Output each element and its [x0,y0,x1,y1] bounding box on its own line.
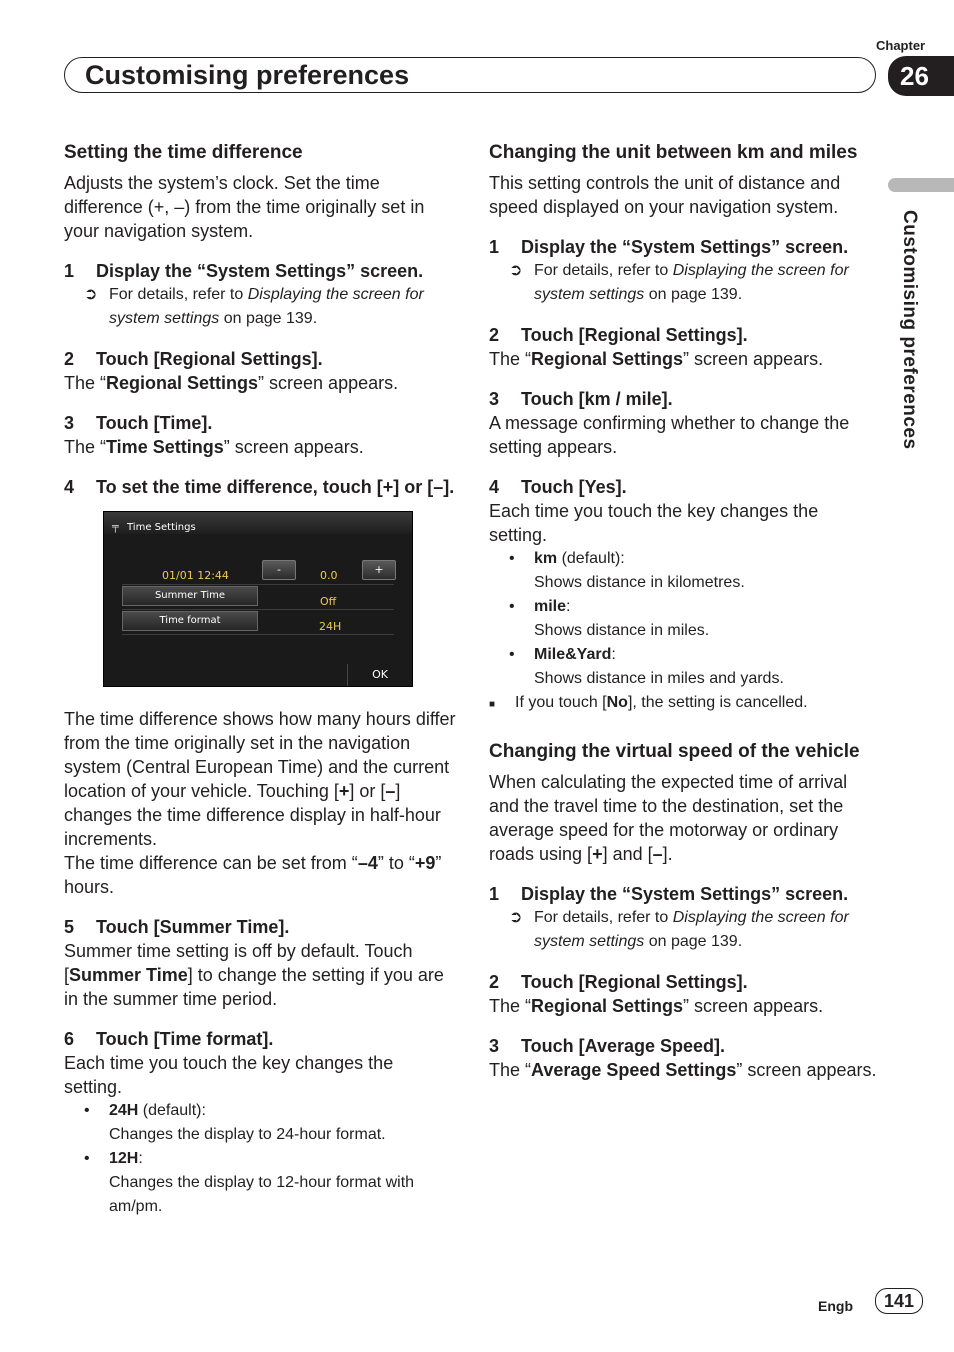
divider [122,584,394,585]
summer-time-button[interactable]: Summer Time [122,586,258,606]
plus-button[interactable]: + [362,560,396,580]
step-4-result: Each time you touch the key changes the setting. [489,501,819,545]
step-2-result: The “Regional Settings” screen appears. [64,373,399,393]
arrow-icon: ➲ [509,909,523,926]
divider [122,634,394,635]
step-2: 2 Touch [Regional Settings]. [64,349,323,369]
step-5-result: Summer time setting is off by default. Touch [Summer Time] to change the setting if you are in the summer time period. [64,941,444,1009]
step-1-reference: ➲ For details, refer to Displaying the screen for system settings on page 139. [64,283,456,331]
reference-link: Displaying the screen for system settings [534,262,849,303]
left-column [64,140,456,1219]
step-3: 3 Touch [Average Speed]. [489,1036,726,1056]
footer-language: Engb [818,1298,853,1314]
list-item: • mile: [489,595,881,619]
header-bar [64,57,876,93]
step-5: 5 Touch [Summer Time]. [64,917,290,937]
reference-link: Displaying the screen for system settings [534,909,849,950]
intro-text: When calculating the expected time of arrival and the travel time to the destination, set the average speed for the motorway or ordinary roads using [+] and [–]. [489,772,848,864]
step-3-result: The “Time Settings” screen appears. [64,437,364,457]
screen-title-bar [104,512,412,534]
paragraph: The time difference shows how many hours differ from the time originally set in the navigation system (Central European Time) and the current location of your vehicle. Touching [+] or [–] changes the time difference display in half-hour increments. [64,709,456,849]
list-item-desc: Changes the display to 12-hour format with am/pm. [109,1174,415,1215]
bullet-icon: • [509,598,515,615]
right-column [489,140,881,1082]
step-3: 3 Touch [Time]. [64,413,213,433]
note: ■ If you touch [No], the setting is cancelled. [489,691,881,717]
list-item-desc: Changes the display to 24-hour format. [109,1126,386,1143]
bullet-icon: • [84,1102,90,1119]
time-format-value: 24H [319,620,342,633]
list-item: • 12H: [64,1147,456,1171]
step-2: 2 Touch [Regional Settings]. [489,325,748,345]
page-title: Customising preferences [85,60,410,90]
summer-time-value: Off [320,595,337,608]
intro-text: This setting controls the unit of distance and speed displayed on your navigation system. [489,173,841,217]
minus-button[interactable]: - [262,560,296,580]
section-heading: Changing the virtual speed of the vehicle [489,741,860,762]
side-tab [888,178,954,192]
list-item: • km (default): [489,547,881,571]
screen-title: Time Settings [127,522,196,533]
intro-text: Adjusts the system’s clock. Set the time difference (+, –) from the time originally set in your navigation system. [64,173,425,241]
arrow-icon: ➲ [509,262,523,279]
step-4: 4 To set the time difference, touch [+] or [–]. [64,477,455,497]
step-1: 1 Display the “System Settings” screen. [64,261,424,281]
step-1: 1 Display the “System Settings” screen. [489,237,849,257]
side-label: Customising preferences [899,210,920,450]
list-item: • 24H (default): [64,1099,456,1123]
step-2-result: The “Regional Settings” screen appears. [489,996,824,1016]
page-number: 141 [875,1288,923,1314]
section-heading: Setting the time difference [64,142,303,163]
step-3-result: A message confirming whether to change the setting appears. [489,413,850,457]
step-2: 2 Touch [Regional Settings]. [489,972,748,992]
step-3-result: The “Average Speed Settings” screen appears. [489,1060,877,1080]
divider [122,609,394,610]
chapter-number: 26 [888,56,954,96]
step-4: 4 Touch [Yes]. [489,477,627,497]
paragraph: The time difference can be set from “–4” to “+9” hours. [64,853,442,897]
section-heading: Changing the unit between km and miles [489,142,858,163]
list-item-desc: Shows distance in miles and yards. [534,670,784,687]
arrow-icon: ➲ [84,286,98,303]
settings-icon: ╤ [112,520,119,533]
list-item-desc: Shows distance in kilometres. [534,574,745,591]
chapter-label: Chapter [876,38,926,53]
step-1-reference: ➲ For details, refer to Displaying the screen for system settings on page 139. [489,259,881,307]
bullet-icon: • [509,550,515,567]
list-item: • Mile&Yard: [489,643,881,667]
bullet-icon: • [509,646,515,663]
step-3: 3 Touch [km / mile]. [489,389,673,409]
square-bullet-icon: ■ [489,699,496,710]
offset-value: 0.0 [320,569,338,582]
ok-button[interactable]: OK [347,664,412,686]
reference-link: Displaying the screen for system settings [109,286,424,327]
step-1: 1 Display the “System Settings” screen. [489,884,849,904]
time-format-button[interactable]: Time format [122,611,258,631]
step-6-result: Each time you touch the key changes the setting. [64,1053,394,1097]
list-item-desc: Shows distance in miles. [534,622,710,639]
step-2-result: The “Regional Settings” screen appears. [489,349,824,369]
time-settings-screenshot [103,511,413,687]
step-6: 6 Touch [Time format]. [64,1029,274,1049]
clock-display: 01/01 12:44 [162,569,229,582]
step-1-reference: ➲ For details, refer to Displaying the screen for system settings on page 139. [489,906,881,954]
bullet-icon: • [84,1150,90,1167]
